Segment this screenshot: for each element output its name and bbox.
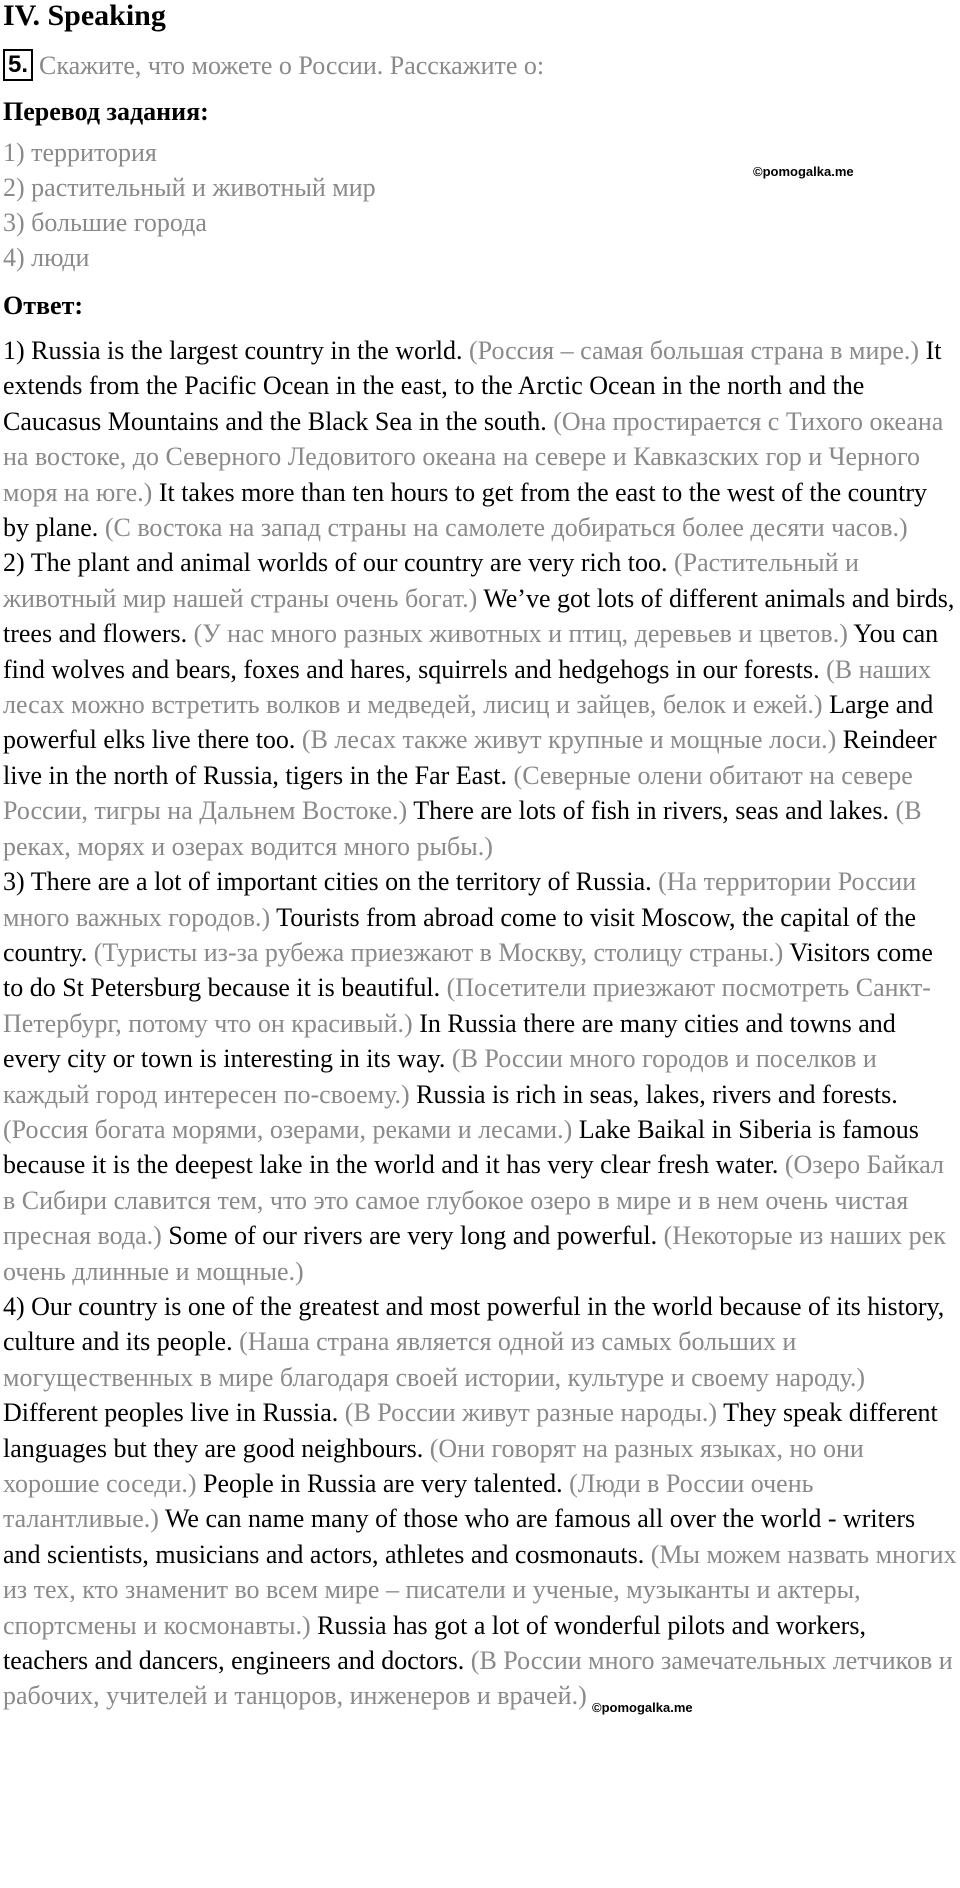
english-sentence: It extends from the Pacific Ocean in the east, to the Arctic Ocean in the north and the Caucasus Mountains and the Black Sea in the south. bbox=[3, 336, 942, 436]
russian-translation: (В реках, морях и озерах водится много рыбы.) bbox=[3, 796, 922, 861]
russian-translation: (Озеро Байкал в Сибири славится тем, что это самое глубокое озеро в мире и в нем очень чистая пресная вода.) bbox=[3, 1150, 944, 1251]
task-text: Скажите, что можете о России. Расскажите о: bbox=[39, 51, 545, 80]
russian-translation: (В России много замечательных летчиков и рабочих, учителей и танцоров, инженеров и врачей.) bbox=[3, 1646, 953, 1711]
russian-translation: (Наша страна является одной из самых больших и могущественных в мире благодаря своей истории, культуре и своему народу.) bbox=[3, 1327, 866, 1392]
english-sentence: Russia is rich in seas, lakes, rivers and forests. bbox=[416, 1079, 898, 1109]
russian-translation: (Россия богата морями, озерами, реками и лесами.) bbox=[3, 1114, 573, 1144]
russian-translation: (Россия – самая большая страна в мире.) bbox=[469, 336, 920, 365]
english-sentence: 4) Our country is one of the greatest and most powerful in the world because of its history, culture and its people. bbox=[3, 1291, 945, 1357]
english-sentence: Visitors come to do St Petersburg because it is beautiful. bbox=[3, 937, 933, 1003]
russian-translation: (В лесах также живут крупные и мощные лоси.) bbox=[301, 725, 837, 755]
translation-heading: Перевод задания: bbox=[3, 97, 209, 126]
english-sentence: 3) There are a lot of important cities on the territory of Russia. bbox=[3, 867, 652, 897]
list-item: 2) растительный и животный мир bbox=[3, 173, 376, 202]
russian-translation: (У нас много разных животных и птиц, деревьев и цветов.) bbox=[193, 619, 848, 649]
translation-list bbox=[3, 135, 957, 275]
russian-translation: (Растительный и животный мир нашей страны очень богат.) bbox=[3, 548, 859, 613]
russian-translation: (Они говорят на разных языках, но они хорошие соседи.) bbox=[3, 1433, 864, 1498]
english-sentence: They speak different languages but they are good neighbours. bbox=[3, 1398, 938, 1463]
answer-paragraph bbox=[3, 1289, 957, 1714]
english-sentence: Russia has got a lot of wonderful pilots and workers, teachers and dancers, engineers and doctors. bbox=[3, 1610, 866, 1676]
russian-translation: (Северные олени обитают на севере России, тигры на Дальнем Востоке.) bbox=[3, 760, 913, 826]
answer-paragraph bbox=[3, 545, 957, 864]
answer-body bbox=[3, 333, 957, 1714]
russian-translation: (В наших лесах можно встретить волков и медведей, лисиц и зайцев, белок и ежей.) bbox=[3, 654, 932, 720]
english-sentence: Lake Baikal in Siberia is famous because it is the deepest lake in the world and it has very clear fresh water. bbox=[3, 1114, 919, 1180]
english-sentence: It takes more than ten hours to get from the east to the west of the country by plane. bbox=[3, 477, 928, 543]
russian-translation: (Люди в России очень талантливые.) bbox=[3, 1469, 814, 1534]
english-sentence: Different peoples live in Russia. bbox=[3, 1398, 339, 1428]
english-sentence: Some of our rivers are very long and powerful. bbox=[168, 1221, 658, 1251]
english-sentence: Reindeer live in the north of Russia, tigers in the Far East. bbox=[3, 725, 937, 790]
english-sentence: In Russia there are many cities and towns and every city or town is interesting in its way. bbox=[3, 1008, 896, 1074]
russian-translation: (Туристы из-за рубежа приезжают в Москву, столицу страны.) bbox=[93, 937, 784, 967]
russian-translation: (В России много городов и поселков и каждый город интересен по-своему.) bbox=[3, 1044, 877, 1109]
english-sentence: Tourists from abroad come to visit Moscow, the capital of the country. bbox=[3, 902, 917, 967]
russian-translation: (В России живут разные народы.) bbox=[344, 1398, 718, 1428]
task-line bbox=[3, 49, 957, 83]
answer-paragraph bbox=[3, 333, 957, 545]
watermark-top: ©pomogalka.me bbox=[753, 164, 854, 179]
russian-translation: (Мы можем назвать многих из тех, кто знаменит во всем мире – писатели и ученые, музыканты и актеры, спортсмены и космонавты.) bbox=[3, 1539, 957, 1640]
english-sentence: There are lots of fish in rivers, seas and lakes. bbox=[413, 796, 890, 826]
task-number-box: 5. bbox=[3, 49, 33, 81]
russian-translation: (С востока на запад страны на самолете добираться более десяти часов.) bbox=[104, 513, 908, 543]
answer-heading: Ответ: bbox=[3, 291, 84, 320]
list-item: 1) территория bbox=[3, 138, 157, 167]
russian-translation: (Она простирается с Тихого океана на востоке, до Северного Ледовитого океана на севере и Кавказских гор и Черного моря на юге.) bbox=[3, 406, 944, 507]
watermark-bottom: ©pomogalka.me bbox=[592, 1700, 693, 1715]
english-sentence: 1) Russia is the largest country in the world. bbox=[3, 336, 463, 365]
section-title: IV. Speaking bbox=[3, 0, 166, 32]
english-sentence: We can name many of those who are famous all over the world - writers and scientists, musicians and actors, athletes and cosmonauts. bbox=[3, 1504, 916, 1569]
english-sentence: People in Russia are very talented. bbox=[203, 1469, 563, 1498]
answer-paragraph bbox=[3, 864, 957, 1289]
russian-translation: (Посетители приезжают посмотреть Санкт-Петербург, потому что он красивый.) bbox=[3, 973, 931, 1038]
russian-translation: (Некоторые из наших рек очень длинные и мощные.) bbox=[3, 1221, 946, 1286]
russian-translation: (На территории России много важных городов.) bbox=[3, 867, 917, 932]
english-sentence: Large and powerful elks live there too. bbox=[3, 690, 934, 755]
document-page bbox=[3, 0, 957, 1714]
english-sentence: You can find wolves and bears, foxes and hares, squirrels and hedgehogs in our forests. bbox=[3, 619, 939, 684]
list-item: 3) большие города bbox=[3, 208, 207, 237]
english-sentence: 2) The plant and animal worlds of our country are very rich too. bbox=[3, 548, 668, 578]
list-item: 4) люди bbox=[3, 243, 90, 272]
english-sentence: We’ve got lots of different animals and birds, trees and flowers. bbox=[3, 583, 955, 649]
